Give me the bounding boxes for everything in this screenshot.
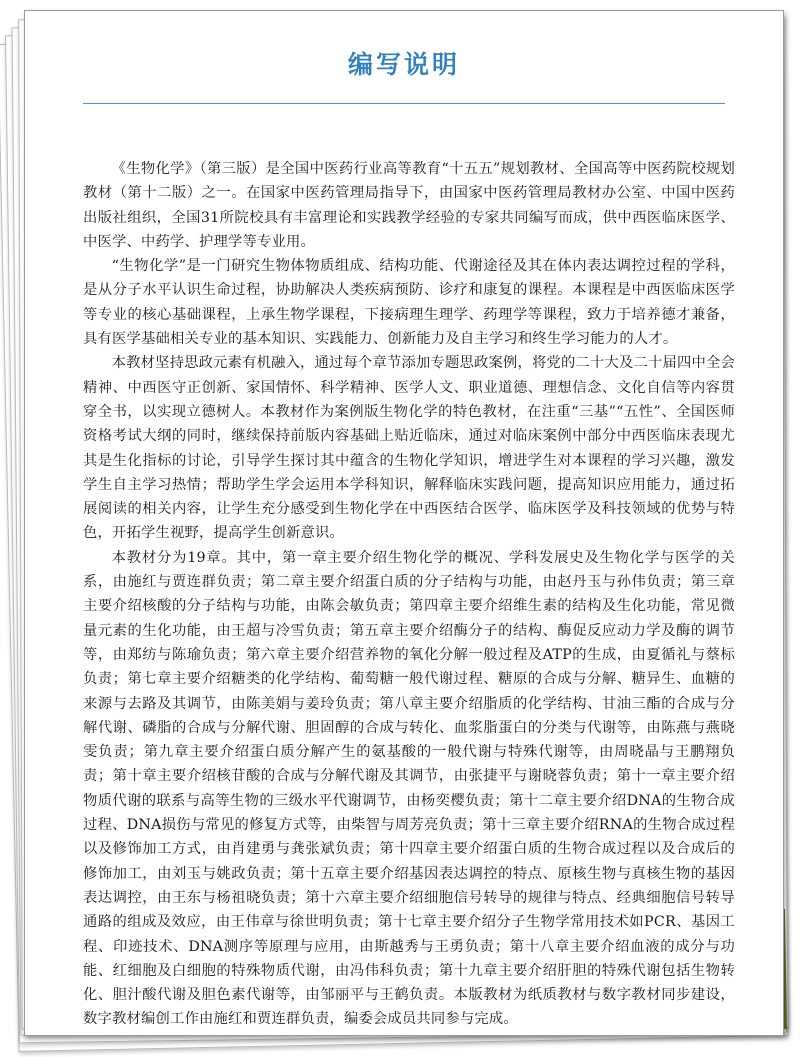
paragraph-intro: 《生物化学》（第三版）是全国中医药行业高等教育“十五五”规划教材、全国高等中医药院校规划教材（第十二版）之一。在国家中医药管理局指导下，由国家中医药管理局教材办公室、中国中医药出版社组织，全国31所院校具有丰富理论和实践教学经验的专家共同编写而成，供中西医临床医学、中医学、中药学、护理学等专业用。: [83, 161, 735, 250]
page-title: 编写说明: [347, 50, 460, 79]
paragraph-chapter-authors: 本教材分为19章。其中，第一章主要介绍生物化学的概况、学科发展史及生物化学与医学的关系，由施红与贾连群负责；第二章主要介绍蛋白质的分子结构与功能，由赵丹玉与孙伟负责；第三章主要介绍核酸的分子结构与功能，由陈会敏负责；第四章主要介绍维生素的结构及生化功能，常见微量元素的生化功能，由王超与冷雪负责；第五章主要介绍酶分子的结构、酶促反应动力学及酶的调节等，由郑纺与陈瑜负责；第六章主要介绍营养物的氧化分解一般过程及ATP的生成，由夏循礼与蔡标负责；第七章主要介绍糖类的化学结构、葡萄糖一般代谢过程、糖原的合成与分解、糖异生、血糖的来源与去路及其调节，由陈美娟与姜玲负责；第八章主要介绍脂质的化学结构、甘油三酯的合成与分解代谢、磷脂的合成与分解代谢、胆固醇的合成与转化、血浆脂蛋白的分类与代谢等，由陈燕与燕晓雯负责；第九章主要介绍蛋白质分解产生的氨基酸的一般代谢与特殊代谢等，由周晓晶与王鹏翔负责；第十章主要介绍核苷酸的合成与分解代谢及其调节，由张捷平与谢晓蓉负责；第十一章主要介绍物质代谢的联系与高等生物的三级水平代谢调节，由杨奕樱负责；第十二章主要介绍DNA的生物合成过程、DNA损伤与常见的修复方式等，由柴智与周芳亮负责；第十三章主要介绍RNA的生物合成过程以及修饰加工方式，由肖建勇与龚张斌负责；第十四章主要介绍蛋白质的生物合成过程以及合成后的修饰加工，由刘玉与姚政负责；第十五章主要介绍基因表达调控的特点、原核生物与真核生物的基因表达调控，由王东与杨祖晓负责；第十六章主要介绍细胞信号转导的规律与特点、经典细胞信号转导通路的组成及效应，由王伟章与徐世明负责；第十七章主要介绍分子生物学常用技术如PCR、基因工程、印迹技术、DNA测序等原理与应用，由斯越秀与王勇负责；第十八章主要介绍血液的成分与功能、红细胞及白细胞的特殊物质代谢，由冯伟科负责；第十九章主要介绍肝胆的特殊代谢包括生物转化、胆汁酸代谢及胆色素代谢等，由邹丽平与王鹤负责。本版教材为纸质教材与数字教材同步建设，数字教材编创工作由施红和贾连群负责，编委会成员共同参与完成。: [83, 549, 735, 1028]
document-page: [24, 10, 784, 1036]
document-body: [83, 157, 735, 1032]
title-divider: [83, 103, 725, 104]
paragraph-teaching-features: 本教材坚持思政元素有机融入，通过每个章节添加专题思政案例，将党的二十大及二十届四中全会精神、中西医守正创新、家国情怀、科学精神、医学人文、职业道德、理想信念、文化自信等内容贯穿全书，以实现立德树人。本教材作为案例版生物化学的特色教材，在注重“三基”“五性”、全国医师资格考试大纲的同时，继续保持前版内容基础上贴近临床，通过对临床案例中部分中西医临床表现尤其是生化指标的讨论，引导学生探讨其中蕴含的生物化学知识，增进学生对本课程的学习兴趣，激发学生自主学习热情；帮助学生学会运用本学科知识，解释临床实践问题，提高知识应用能力，通过拓展阅读的相关内容，让学生充分感受到生物化学在中西医结合医学、临床医学及科技领域的优势与特色，开拓学生视野，提高学生创新意识。: [83, 355, 735, 542]
paragraph-course-overview: “生物化学”是一门研究生物体物质组成、结构功能、代谢途径及其在体内表达调控过程的学科，是从分子水平认识生命过程，协助解决人类疾病预防、诊疗和康复的课程。本课程是中西医临床医学等专业的核心基础课程，上承生物学课程，下接病理生理学、药理学等课程，致力于培养德才兼备，具有医学基础相关专业的基本知识、实践能力、创新能力及自主学习和终生学习能力的人才。: [83, 258, 735, 348]
